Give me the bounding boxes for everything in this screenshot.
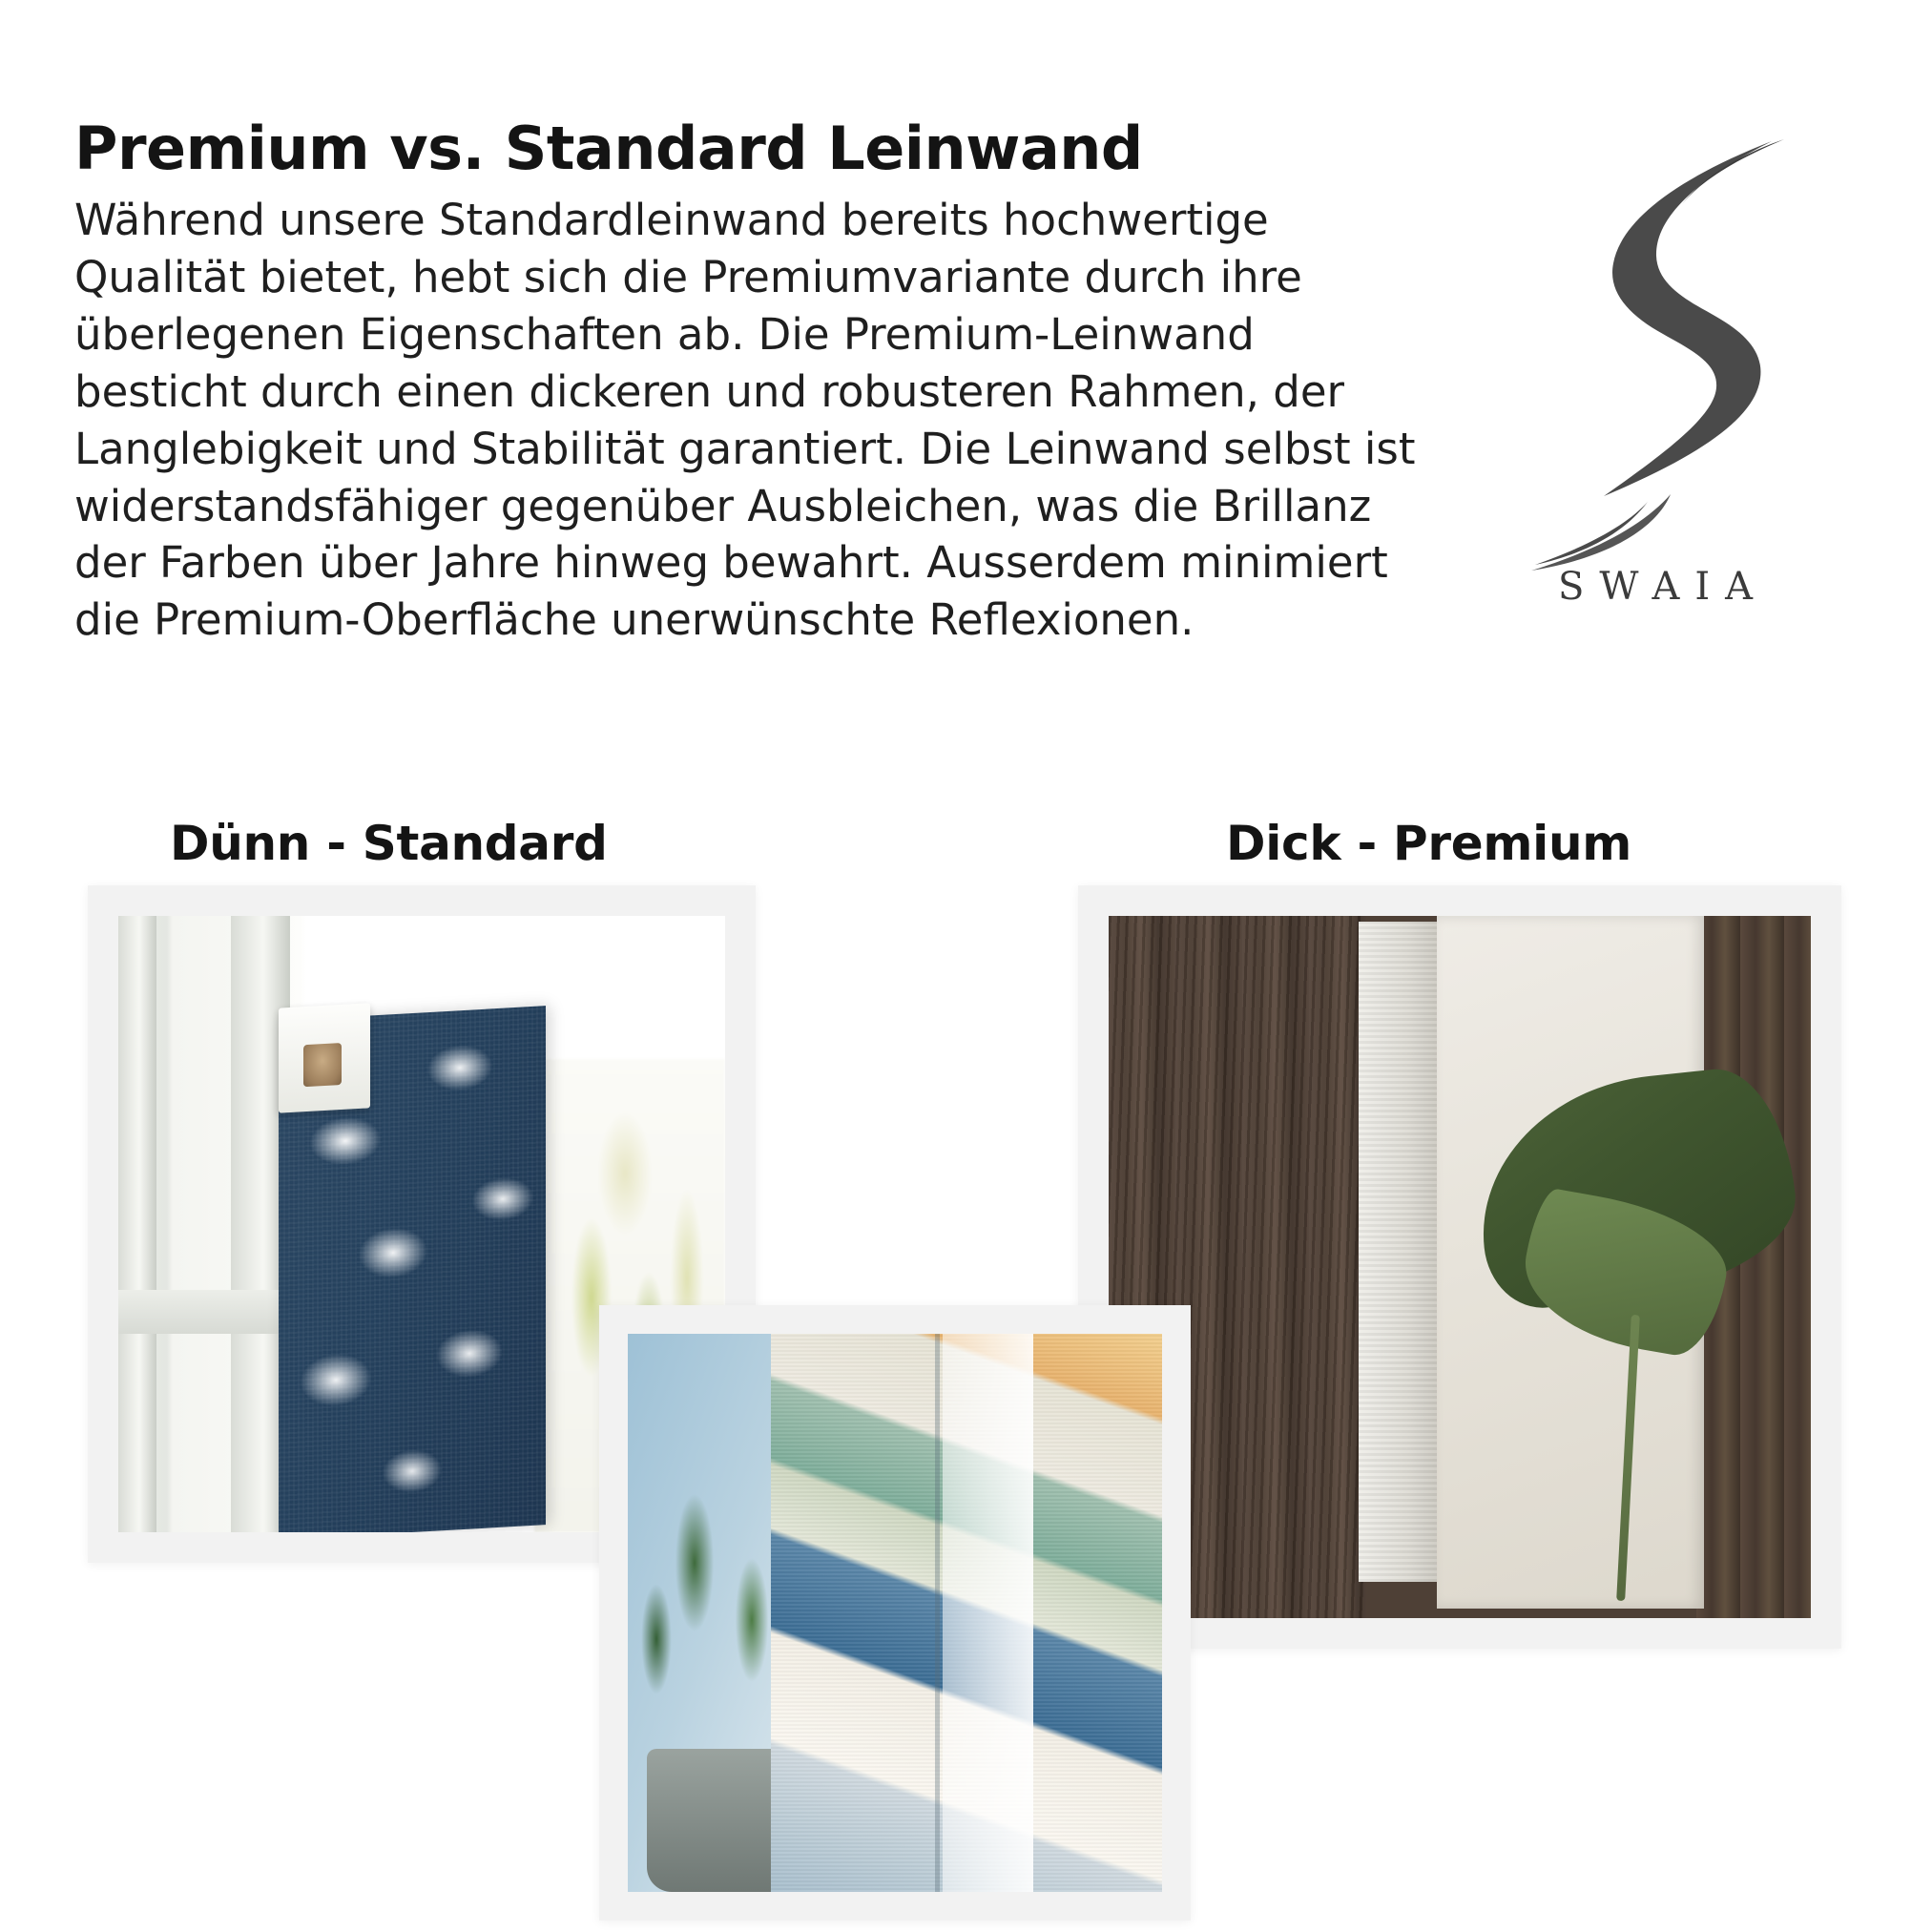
canvas-wrap-line [935, 1334, 940, 1892]
header-text-block [74, 114, 1439, 649]
shelf-board [118, 1290, 300, 1334]
canvas-thin-edge [279, 1003, 370, 1112]
canvas-thick-edge [1359, 922, 1441, 1582]
canvas-side-highlight [943, 1334, 1033, 1892]
canvas-edge-detail-card [599, 1305, 1191, 1921]
label-standard: Dünn - Standard [170, 816, 608, 871]
leaf-stem [1616, 1315, 1640, 1601]
label-premium: Dick - Premium [1226, 816, 1632, 871]
premium-canvas-card [1078, 885, 1841, 1649]
premium-canvas-photo [1109, 916, 1811, 1618]
canvas-edge-detail-photo [628, 1334, 1162, 1892]
page-title: Premium vs. Standard Leinwand [74, 114, 1143, 183]
shelf-post-left [118, 916, 156, 1532]
swaia-s-mark-icon [1512, 134, 1798, 582]
leaf-print-face [1437, 916, 1704, 1609]
brand-logo [1503, 134, 1808, 609]
brand-wordmark: SWAIA [1557, 565, 1769, 609]
intro-paragraph: Während unsere Standardleinwand bereits hochwertige Qualität bietet, hebt sich die Premiumvariante durch ihre überlegenen Eigenschaften ab. Die Premium-Leinwand besticht durch einen dickeren und robusteren Rahmen, der Langlebigkeit und Stabilität garantiert. Die Leinwand selbst ist widerstandsfähiger gegenüber Ausbleichen, was die Brillanz der Farben über Jahre hinweg bewahrt. Ausserdem minimiert die Premium-Oberfläche unerwünschte Reflexionen. [74, 195, 1416, 646]
